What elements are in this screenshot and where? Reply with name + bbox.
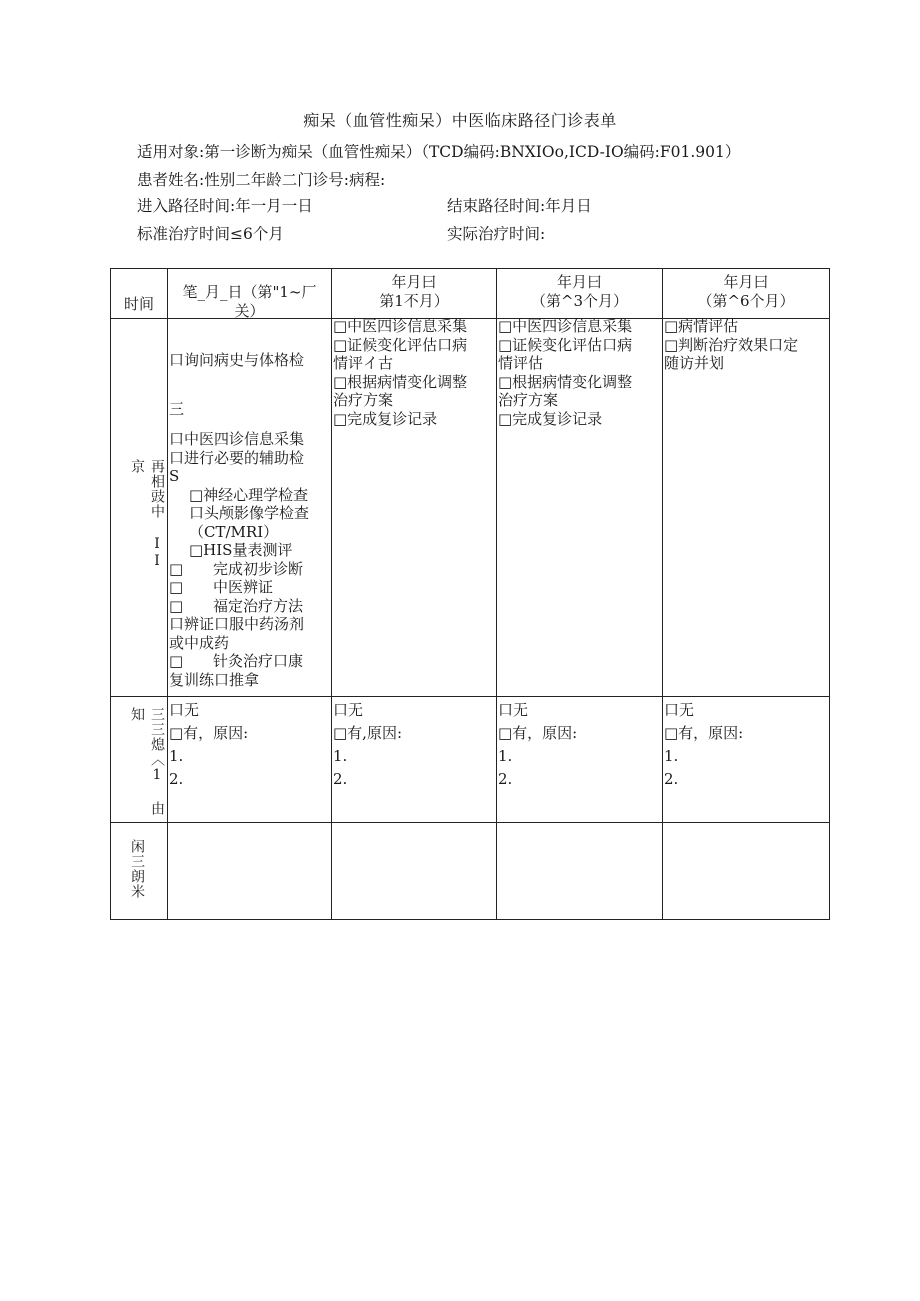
col4-items [664, 317, 830, 373]
list-item: □证候变化评估口病 [333, 335, 468, 354]
actual-treatment-time: 实际治疗时间: [447, 225, 546, 243]
col4-header [663, 273, 829, 310]
list-item: 或中成药 [169, 633, 230, 652]
list-item: □病情评估 [664, 317, 739, 335]
variation-has: □有，原因: [498, 724, 578, 742]
col1-header-line1: 笔_月_日（第"1~厂 [182, 283, 317, 301]
list-item: □神经心理学检查 [189, 485, 309, 504]
applicable-subject: 适用对象:第一诊断为痴呆（血管性痴呆）（TCD编码:BNXIOo,ICD-IO编码:F01.901） [137, 143, 741, 161]
col3-variation [498, 699, 662, 791]
col2-header-line1: 年月曰 [391, 273, 437, 291]
list-item: 口中医四诊信息采集 [169, 430, 305, 448]
variation-reason-1: 1. [169, 747, 184, 765]
row-label-time: 时间 [123, 295, 154, 313]
variation-has: □有，原因: [664, 724, 744, 742]
list-item: 治疗方案 [333, 391, 394, 409]
col3-header-line2: （第^3个月） [530, 291, 629, 310]
col3-signature[interactable] [497, 823, 662, 920]
variation-has: □有,原因: [333, 724, 402, 742]
list-item: □完成复诊记录 [333, 409, 438, 428]
col4-signature[interactable] [663, 823, 829, 920]
standard-treatment-time: 标准治疗时间≤6个月 [137, 225, 284, 243]
col2-variation [333, 699, 496, 791]
col2-items [333, 317, 496, 428]
col1-header [168, 283, 331, 320]
col1-items [169, 351, 331, 689]
list-item-text: 针灸治疗口康 [213, 652, 304, 670]
variation-none: 口无 [498, 701, 529, 719]
list-item: □根据病情变化调整 [333, 372, 468, 391]
col1-variation [169, 699, 331, 791]
variation-reason-2: 2. [498, 770, 513, 788]
list-item: （CT/MRI） [189, 522, 279, 541]
list-item: □中医四诊信息采集 [333, 317, 468, 335]
page-title: 痴呆（血管性痴呆）中医临床路径门诊表单 [303, 111, 617, 130]
list-item: □证候变化评估口病 [498, 335, 633, 354]
list-item [169, 652, 331, 671]
list-item: 三 [169, 399, 185, 418]
list-item: □判断治疗效果口定 [664, 335, 799, 354]
list-item: □根据病情变化调整 [498, 372, 633, 391]
patient-info: 患者姓名:性别二年龄二门诊号:病程: [137, 171, 386, 189]
list-item: □中医四诊信息采集 [498, 317, 633, 335]
list-item: 口辨证口服中药汤剂 [169, 615, 305, 633]
list-item: 口询问病史与体格检 [169, 351, 305, 369]
variation-reason-1: 1. [664, 747, 679, 765]
variation-none: 口无 [333, 701, 364, 719]
col3-header [497, 273, 662, 310]
list-item-text: 中医辨证 [213, 578, 274, 596]
list-item [169, 560, 331, 579]
checkbox-glyph: □ [169, 596, 184, 615]
col4-header-line2: （第^6个月） [697, 291, 795, 310]
col1-header-line2: 关） [234, 301, 265, 320]
col2-signature[interactable] [332, 823, 496, 920]
list-item: □完成复诊记录 [498, 409, 603, 428]
variation-has: □有，原因: [169, 724, 249, 742]
list-item: 随访并划 [664, 354, 725, 372]
col2-header-line2: 第1不月） [379, 291, 449, 310]
list-item: 情评估 [498, 354, 544, 372]
checkbox-glyph: □ [169, 578, 184, 596]
row-label-main: 再相豉中 II 京 [129, 459, 165, 570]
variation-none: 口无 [169, 701, 200, 719]
end-path-time: 结束路径时间:年月日 [447, 197, 592, 215]
list-item [169, 578, 331, 597]
variation-reason-1: 1. [498, 747, 513, 765]
row-label-variation: 三三熄〈1 由知 [129, 707, 165, 816]
row-label-signature: 闲三朗米 [129, 839, 145, 899]
col4-header-line1: 年月曰 [723, 273, 769, 291]
variation-reason-2: 2. [169, 770, 184, 788]
col3-header-line1: 年月曰 [556, 273, 602, 291]
pathway-table [110, 268, 830, 920]
list-item [169, 597, 331, 616]
col1-signature[interactable] [168, 823, 331, 920]
grid-line [111, 696, 829, 697]
list-item: 口头颅影像学检查 [189, 504, 310, 522]
list-item: □HIS量表测评 [189, 541, 293, 559]
list-item: 情评イ古 [333, 354, 394, 372]
variation-reason-1: 1. [333, 747, 348, 765]
col4-variation [664, 699, 830, 791]
checkbox-glyph: □ [169, 652, 184, 670]
checkbox-glyph: □ [169, 559, 184, 578]
list-item: 口进行必要的辅助检 [169, 448, 305, 467]
list-item: S [169, 467, 180, 485]
list-item: 治疗方案 [498, 391, 559, 409]
variation-reason-2: 2. [664, 770, 679, 788]
col3-items [498, 317, 662, 428]
col2-header [332, 273, 496, 310]
variation-reason-2: 2. [333, 770, 348, 788]
list-item-text: 完成初步诊断 [213, 559, 304, 578]
list-item-text: 福定治疗方法 [213, 596, 304, 615]
enter-path-time: 进入路径时间:年一月一日 [137, 197, 313, 215]
variation-none: 口无 [664, 701, 695, 719]
list-item: 复训练口推拿 [169, 670, 260, 689]
